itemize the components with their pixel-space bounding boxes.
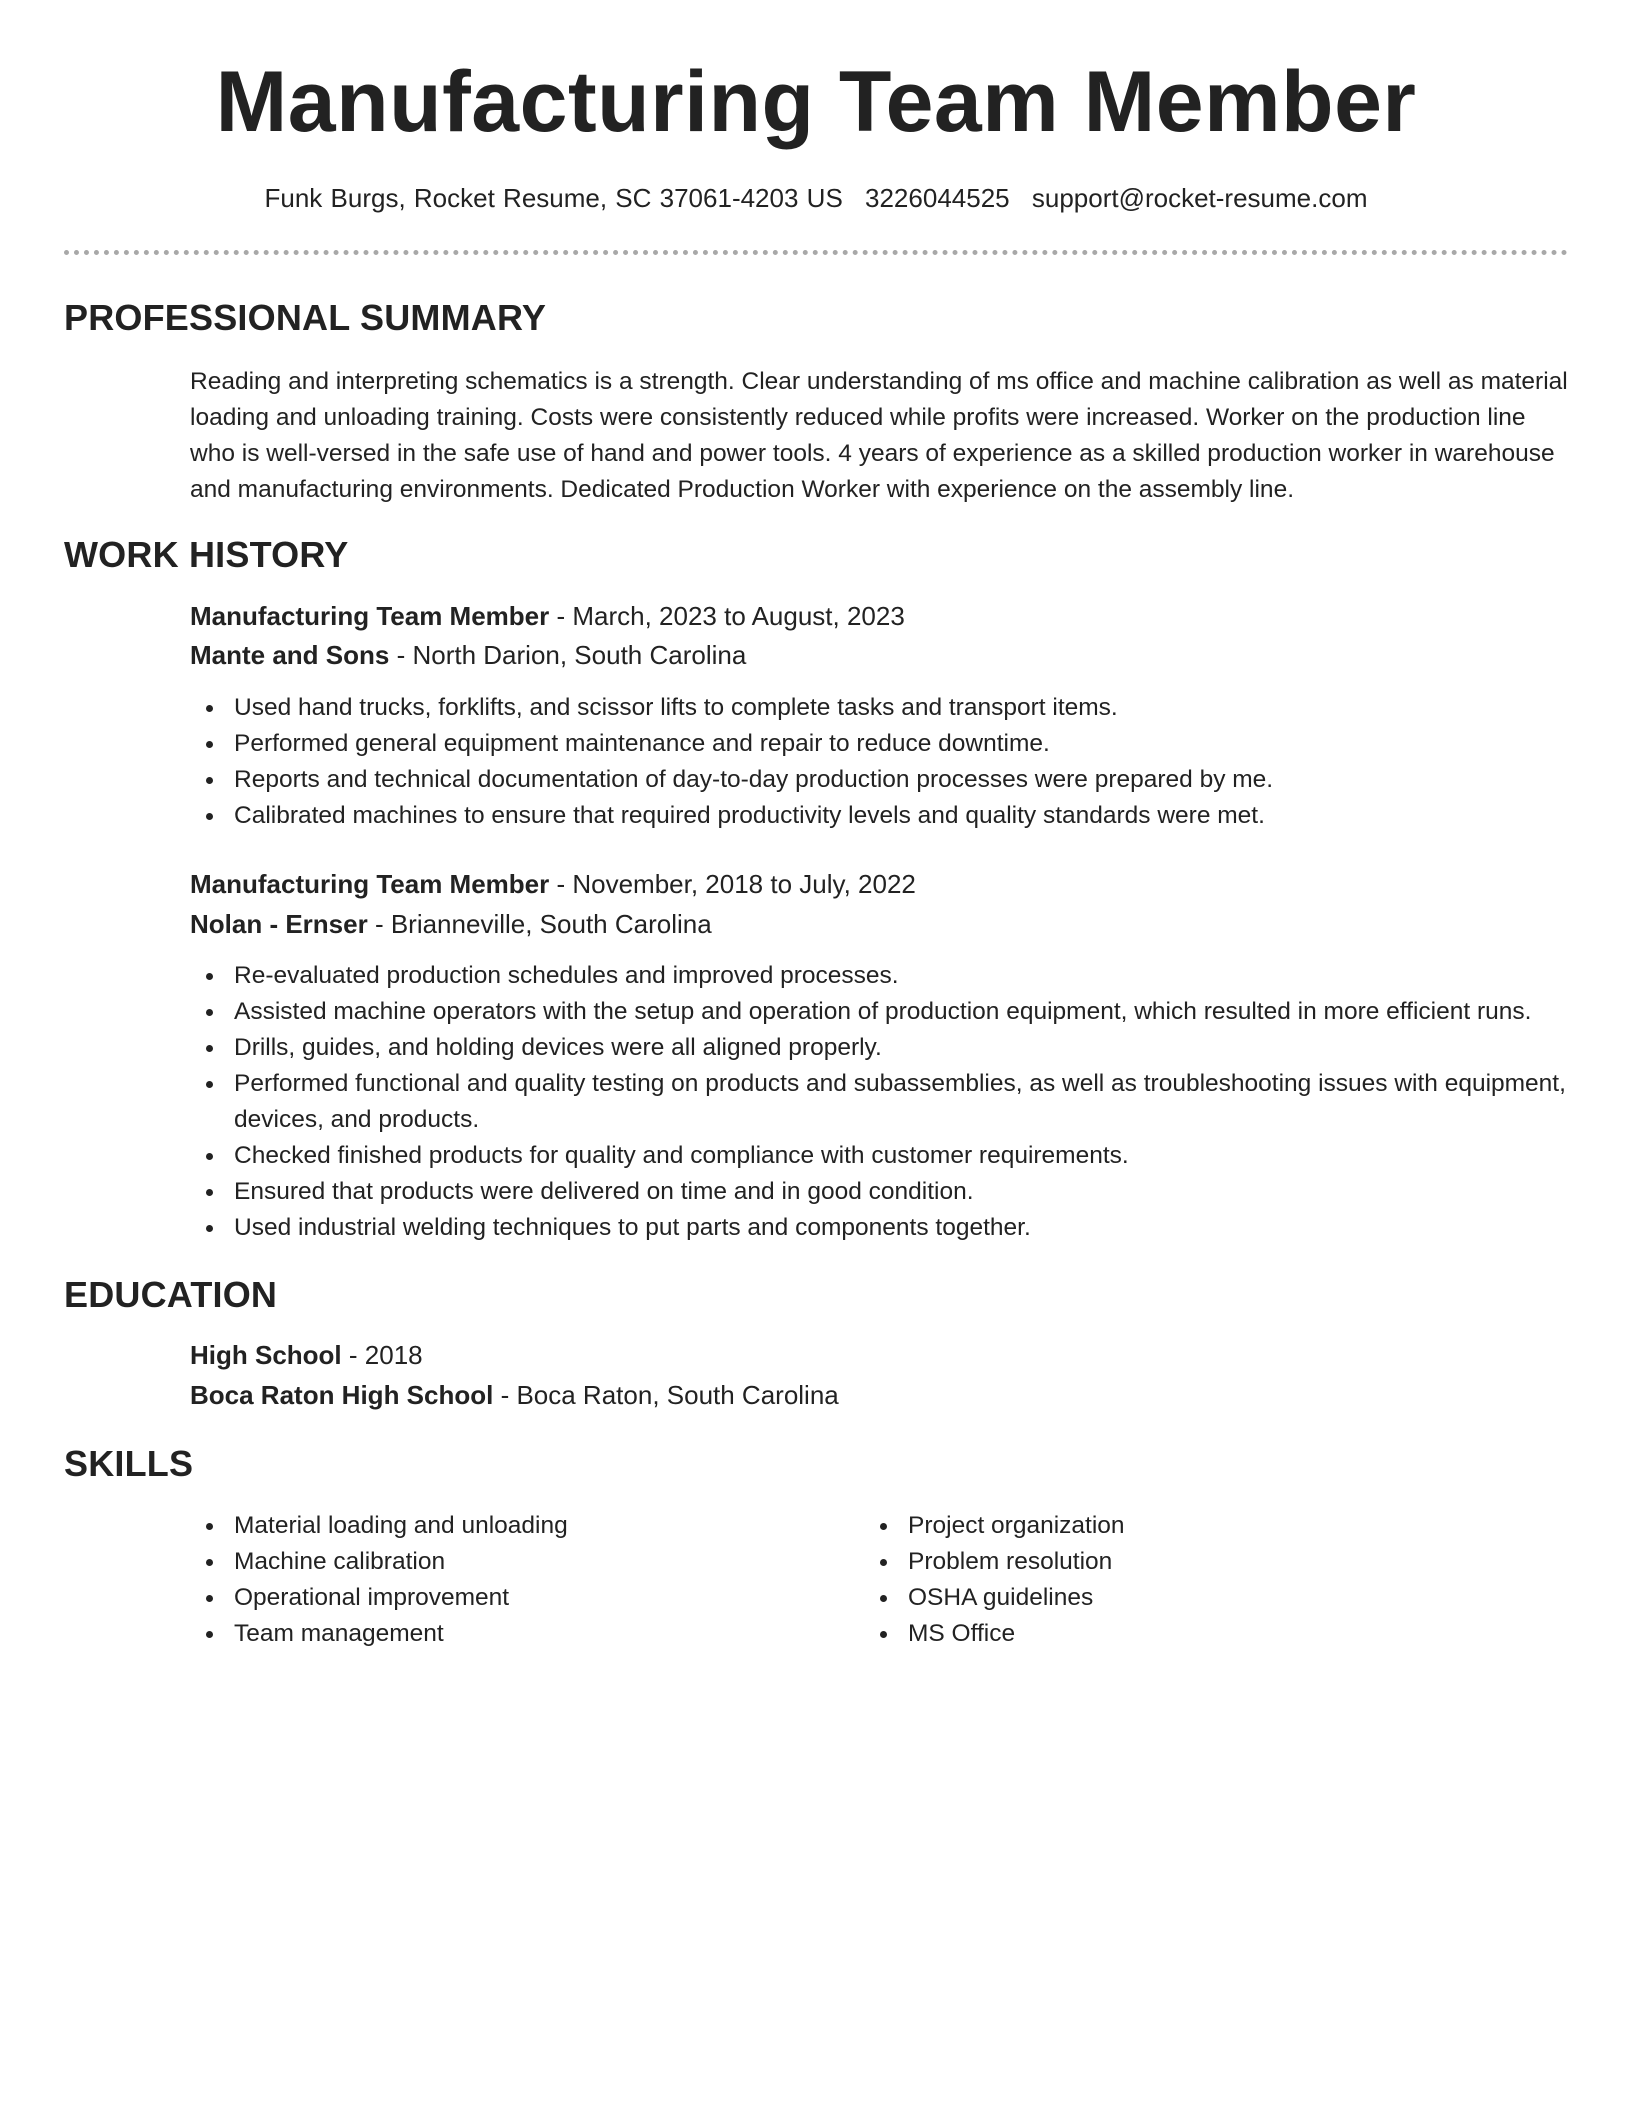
list-item: Performed functional and quality testing on products and subassemblies, as well as troubleshooting issues with equipment, devices, and products. [190, 1066, 1580, 1138]
skill-item: OSHA guidelines [864, 1580, 1504, 1616]
job-2-title-line [190, 865, 916, 903]
job-2-bullets [190, 958, 1580, 1246]
job-1-dates: - March, 2023 to August, 2023 [549, 601, 905, 631]
list-item: Ensured that products were delivered on time and in good condition. [190, 1174, 1580, 1210]
skill-item: MS Office [864, 1616, 1504, 1652]
education-degree: High School [190, 1340, 342, 1370]
header-divider [64, 250, 1568, 255]
skill-item: Problem resolution [864, 1544, 1504, 1580]
list-item: Reports and technical documentation of day-to-day production processes were prepared by me. [190, 762, 1580, 798]
list-item: Re-evaluated production schedules and improved processes. [190, 958, 1580, 994]
contact-email[interactable]: support@rocket-resume.com [1031, 183, 1368, 213]
job-2-role: Manufacturing Team Member [190, 869, 550, 899]
contact-phone: 3226044525 [865, 183, 1010, 213]
job-1-location: - North Darion, South Carolina [389, 640, 747, 670]
job-1-company-line [190, 636, 746, 674]
list-item: Assisted machine operators with the setup and operation of production equipment, which resulted in more efficient runs. [190, 994, 1580, 1030]
education-year: - 2018 [341, 1340, 423, 1370]
section-title-summary: PROFESSIONAL SUMMARY [64, 297, 547, 338]
education-school-line [190, 1376, 839, 1414]
summary-text: Reading and interpreting schematics is a strength. Clear understanding of ms office and machine calibration as well as material loading and unloading training. Costs were consistently reduced while profits were increased. Worker on the production line who is well-versed in the safe use of hand and power tools. 4 years of experience as a skilled production worker in warehouse and manufacturing environments. Dedicated Production Worker with experience on the assembly line. [190, 368, 1568, 503]
job-2-company-line [190, 905, 712, 943]
education-location: - Boca Raton, South Carolina [493, 1380, 839, 1410]
skill-item: Material loading and unloading [190, 1508, 830, 1544]
list-item: Checked finished products for quality and compliance with customer requirements. [190, 1138, 1580, 1174]
job-1-company: Mante and Sons [190, 640, 390, 670]
job-1-role: Manufacturing Team Member [190, 601, 550, 631]
job-1-title-line [190, 597, 905, 635]
skill-item: Project organization [864, 1508, 1504, 1544]
education-school: Boca Raton High School [190, 1380, 494, 1410]
job-2-dates: - November, 2018 to July, 2022 [549, 869, 916, 899]
section-title-education: EDUCATION [64, 1274, 278, 1315]
candidate-name: Manufacturing Team Member [215, 54, 1417, 150]
job-2-location: - Brianneville, South Carolina [367, 909, 712, 939]
section-title-work-history: WORK HISTORY [64, 534, 349, 575]
list-item: Used hand trucks, forklifts, and scissor lifts to complete tasks and transport items. [190, 690, 1580, 726]
job-1-bullets [190, 690, 1580, 834]
skill-item: Operational improvement [190, 1580, 830, 1616]
section-title-skills: SKILLS [64, 1443, 194, 1484]
skill-item: Machine calibration [190, 1544, 830, 1580]
skills-list-right [864, 1508, 1504, 1652]
skills-list-left [190, 1508, 830, 1652]
education-degree-line [190, 1336, 423, 1374]
contact-line [0, 180, 1632, 216]
list-item: Performed general equipment maintenance and repair to reduce downtime. [190, 726, 1580, 762]
list-item: Drills, guides, and holding devices were all aligned properly. [190, 1030, 1580, 1066]
contact-address: Funk Burgs, Rocket Resume, SC 37061-4203 US [264, 183, 843, 213]
skill-item: Team management [190, 1616, 830, 1652]
job-2-company: Nolan - Ernser [190, 909, 368, 939]
list-item: Calibrated machines to ensure that required productivity levels and quality standards were met. [190, 798, 1580, 834]
list-item: Used industrial welding techniques to put parts and components together. [190, 1210, 1580, 1246]
